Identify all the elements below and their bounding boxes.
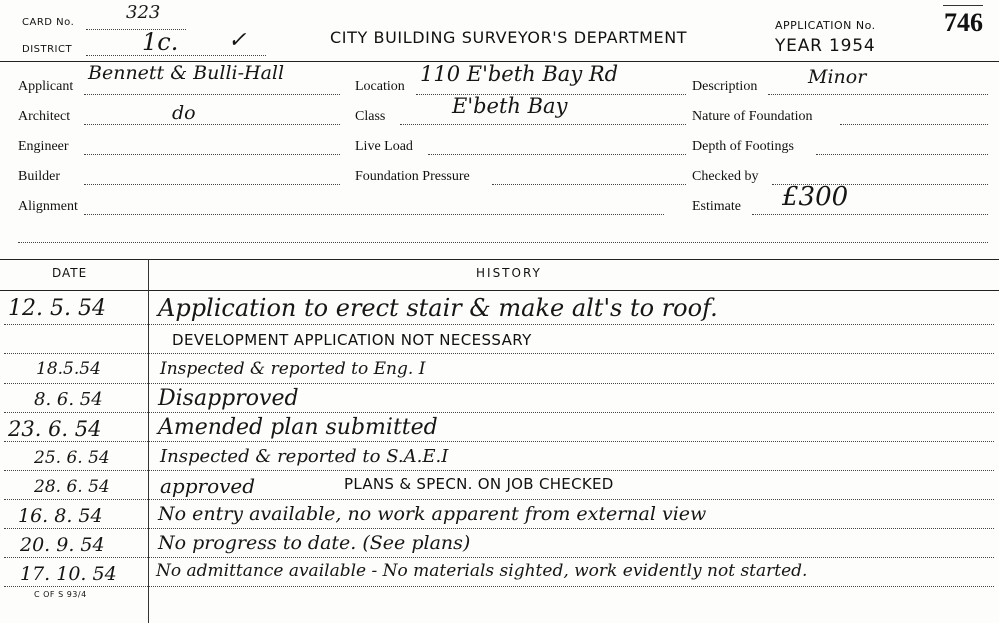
history-top-rule <box>0 259 999 260</box>
history-rule-5 <box>4 441 994 442</box>
blank-line <box>18 242 988 243</box>
history-rule-6 <box>4 470 994 471</box>
depth-of-footings-label: Depth of Footings <box>692 139 794 154</box>
description-line <box>768 94 988 95</box>
description-label: Description <box>692 79 758 94</box>
alignment-label: Alignment <box>18 199 78 214</box>
district-check-mark: ✓ <box>228 28 247 53</box>
estimate-line <box>752 214 988 215</box>
history-rule-4 <box>4 412 994 413</box>
location-value: 110 E'beth Bay Rd <box>420 62 619 86</box>
class-line <box>400 124 686 125</box>
history-rule-8 <box>4 528 994 529</box>
history-column-header: HISTORY <box>476 266 542 280</box>
location-label: Location <box>355 79 405 94</box>
card-no-value: 323 <box>126 2 161 23</box>
application-no-overline <box>943 5 983 6</box>
applicant-value: Bennett & Bulli-Hall <box>88 62 285 84</box>
history-date-8: 16. 8. 54 <box>18 505 103 527</box>
history-rule-10 <box>4 586 994 587</box>
history-entry-7: approved <box>160 474 256 498</box>
history-entry-2-stamp: DEVELOPMENT APPLICATION NOT NECESSARY <box>172 331 532 349</box>
architect-line <box>84 124 340 125</box>
builder-line <box>84 184 340 185</box>
year-label: YEAR 1954 <box>775 36 876 56</box>
history-entry-7-stamp: PLANS & SPECN. ON JOB CHECKED <box>344 475 614 493</box>
description-value: Minor <box>808 66 867 88</box>
form-code: C OF S 93/4 <box>34 590 87 599</box>
alignment-line <box>84 214 664 215</box>
foundation-pressure-line <box>492 184 686 185</box>
district-value: 1c. <box>142 28 179 56</box>
applicant-label: Applicant <box>18 79 74 94</box>
depth-of-footings-line <box>816 154 988 155</box>
estimate-value: £300 <box>782 182 849 212</box>
history-date-1: 12. 5. 54 <box>8 296 106 321</box>
builder-label: Builder <box>18 169 60 184</box>
application-no-value: 746 <box>944 8 983 37</box>
history-rule-3 <box>4 383 994 384</box>
nature-of-foundation-line <box>840 124 988 125</box>
date-column-header: DATE <box>52 266 88 280</box>
application-no-label: APPLICATION No. <box>775 19 876 32</box>
district-label: DISTRICT <box>22 44 73 55</box>
history-date-10: 17. 10. 54 <box>20 563 117 585</box>
history-date-5: 23. 6. 54 <box>8 417 102 441</box>
history-rule-1 <box>4 324 994 325</box>
history-entry-9: No progress to date. (See plans) <box>158 532 471 554</box>
history-entry-8: No entry available, no work apparent from external view <box>158 503 707 525</box>
department-title: CITY BUILDING SURVEYOR'S DEPARTMENT <box>330 28 688 47</box>
architect-label: Architect <box>18 109 71 124</box>
class-value: E'beth Bay <box>452 94 568 118</box>
history-rule-2 <box>4 353 994 354</box>
nature-of-foundation-label: Nature of Foundation <box>692 109 813 124</box>
history-entry-5: Amended plan submitted <box>158 415 438 440</box>
history-date-3: 18.5.54 <box>36 359 101 379</box>
applicant-line <box>84 94 340 95</box>
engineer-label: Engineer <box>18 139 69 154</box>
history-entry-4: Disapproved <box>158 386 299 411</box>
history-header-rule <box>0 290 999 291</box>
history-date-9: 20. 9. 54 <box>20 534 105 556</box>
foundation-pressure-label: Foundation Pressure <box>355 169 470 184</box>
history-rule-9 <box>4 557 994 558</box>
history-entry-10: No admittance available - No materials sighted, work evidently not started. <box>156 561 808 581</box>
live-load-label: Live Load <box>355 139 413 154</box>
architect-value: do <box>172 102 196 124</box>
history-date-7: 28. 6. 54 <box>34 477 110 497</box>
class-label: Class <box>355 109 386 124</box>
estimate-label: Estimate <box>692 199 741 214</box>
history-entry-6: Inspected & reported to S.A.E.I <box>160 446 449 467</box>
history-entry-3: Inspected & reported to Eng. I <box>160 359 426 379</box>
live-load-line <box>428 154 686 155</box>
history-date-4: 8. 6. 54 <box>34 389 103 410</box>
history-date-6: 25. 6. 54 <box>34 448 110 468</box>
checked-by-label: Checked by <box>692 169 759 184</box>
history-entry-1: Application to erect stair & make alt's to roof. <box>158 294 718 322</box>
history-rule-7 <box>4 499 994 500</box>
engineer-line <box>84 154 340 155</box>
card-no-label: CARD No. <box>22 17 75 28</box>
